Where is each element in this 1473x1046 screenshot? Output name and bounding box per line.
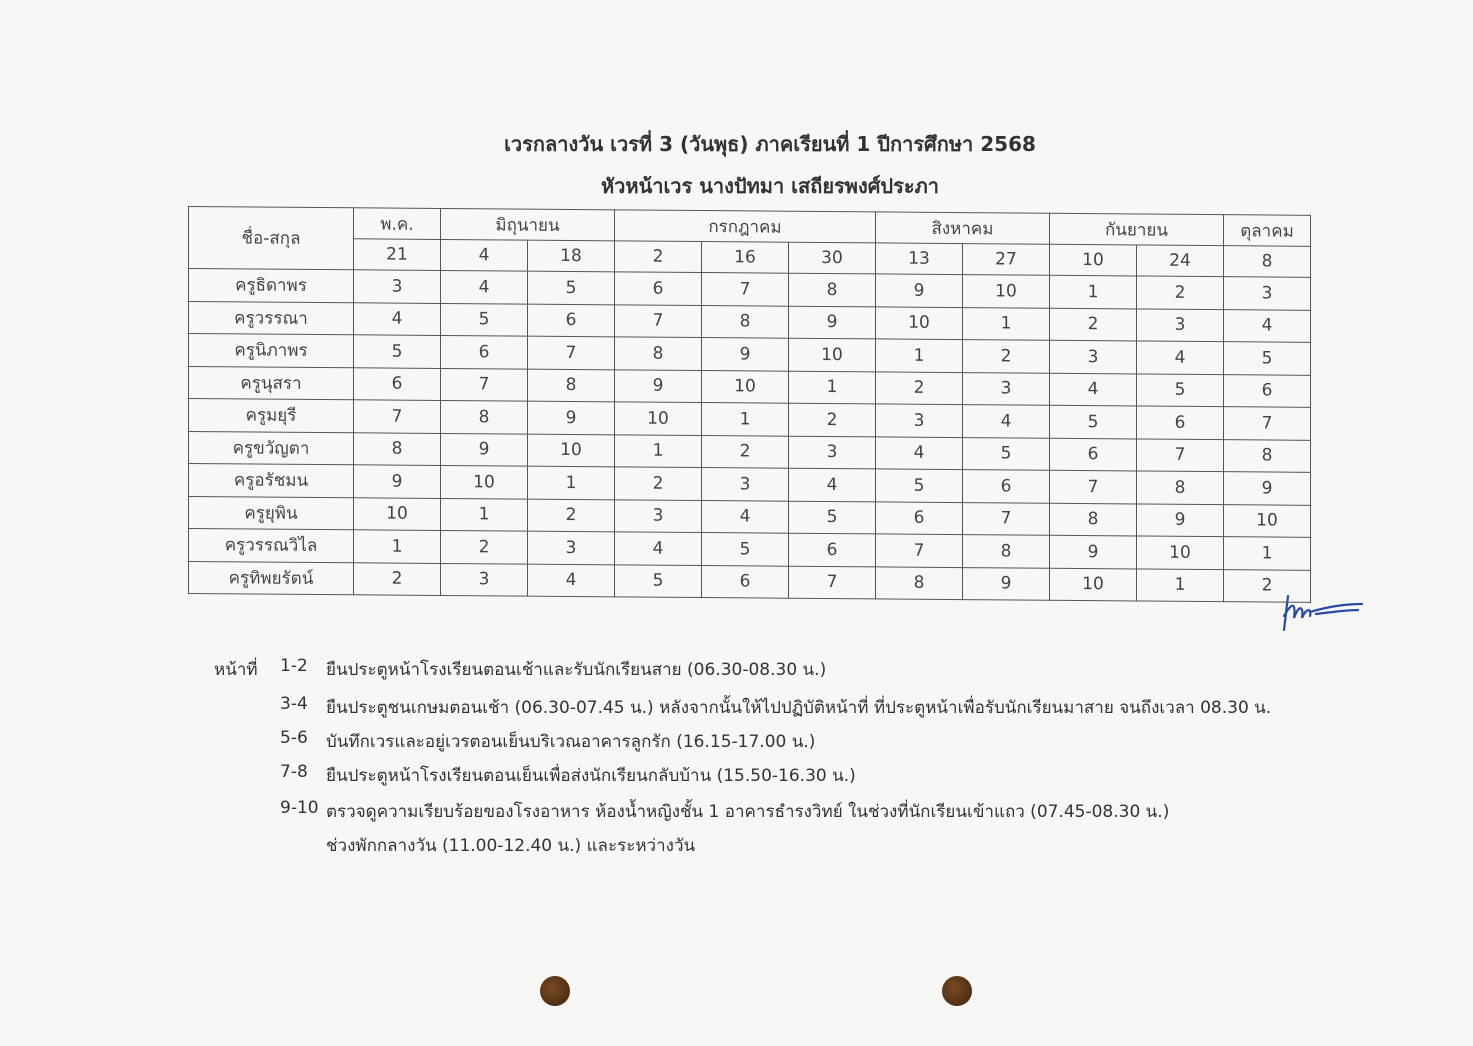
duty-number-cell: 8	[528, 369, 615, 402]
duty-number-cell: 5	[354, 335, 441, 368]
duty-number-cell: 1	[1050, 275, 1137, 308]
duty-number-cell: 9	[1050, 535, 1137, 568]
duty-number-cell: 8	[1050, 503, 1137, 536]
duty-number-cell: 7	[963, 502, 1050, 535]
duty-number-cell: 7	[528, 336, 615, 369]
duty-number-cell: 6	[1224, 374, 1311, 407]
duty-number-cell: 2	[789, 403, 876, 436]
date-header: 16	[702, 242, 789, 274]
duty-number-cell: 8	[1137, 471, 1224, 504]
duty-description: ยืนประตูชนเกษมตอนเช้า (06.30-07.45 น.) หลังจากนั้นให้ไปปฏิบัติหน้าที่ ที่ประตูหน้าเพื่อรับนักเรียนมาสาย จนถึงเวลา 08.30 น.	[326, 698, 1272, 718]
duty-number-cell: 3	[702, 468, 789, 501]
month-header: ตุลาคม	[1224, 215, 1311, 247]
duty-number-cell: 1	[441, 498, 528, 531]
duty-number-cell: 2	[1050, 308, 1137, 341]
duty-number-cell: 6	[876, 501, 963, 534]
month-header: กันยายน	[1050, 213, 1224, 245]
duty-number-cell: 3	[1224, 277, 1311, 310]
duty-number-cell: 5	[528, 271, 615, 304]
duty-number-cell: 4	[702, 500, 789, 533]
duty-number-cell: 6	[1137, 406, 1224, 439]
duty-number-cell: 2	[441, 530, 528, 563]
duty-number-cell: 10	[354, 497, 441, 530]
duty-description: ช่วงพักกลางวัน (11.00-12.40 น.) และระหว่างวัน	[326, 836, 696, 856]
name-column-header: ชื่อ-สกุล	[189, 207, 354, 270]
teacher-name: ครูมยุรี	[189, 399, 354, 433]
teacher-name: ครูธิดาพร	[189, 269, 354, 303]
duty-number-cell: 10	[1224, 504, 1311, 537]
month-header: พ.ค.	[354, 208, 441, 240]
duty-number-cell: 1	[876, 339, 963, 372]
duty-number-cell: 6	[1050, 438, 1137, 471]
duty-range: 7-8	[280, 762, 308, 782]
duty-number-cell: 7	[354, 400, 441, 433]
duty-number-cell: 3	[354, 270, 441, 303]
teacher-name: ครูขวัญตา	[189, 431, 354, 465]
date-header: 24	[1137, 245, 1224, 277]
duty-number-cell: 4	[1050, 373, 1137, 406]
duty-number-cell: 9	[1137, 503, 1224, 536]
duty-number-cell: 5	[876, 469, 963, 502]
duty-number-cell: 1	[789, 371, 876, 404]
duty-number-cell: 7	[876, 534, 963, 567]
duty-number-cell: 7	[702, 273, 789, 306]
duty-number-cell: 6	[354, 367, 441, 400]
duty-number-cell: 10	[876, 306, 963, 339]
duty-number-cell: 1	[1224, 537, 1311, 570]
month-header: มิถุนายน	[441, 208, 615, 240]
duty-number-cell: 1	[1137, 568, 1224, 601]
roster-body	[189, 269, 1311, 603]
duty-number-cell: 6	[441, 335, 528, 368]
date-header: 27	[963, 244, 1050, 276]
duty-number-cell: 10	[441, 465, 528, 498]
date-header: 4	[441, 239, 528, 271]
duty-range: 9-10	[280, 798, 319, 818]
duty-number-cell: 2	[1137, 276, 1224, 309]
duty-number-cell: 1	[354, 530, 441, 563]
duty-range: 3-4	[280, 694, 308, 714]
duty-number-cell: 3	[1050, 340, 1137, 373]
duty-number-cell: 4	[789, 468, 876, 501]
duty-number-cell: 3	[876, 404, 963, 437]
duty-number-cell: 9	[963, 567, 1050, 600]
duty-number-cell: 3	[615, 499, 702, 532]
duty-number-cell: 10	[1050, 568, 1137, 601]
duty-number-cell: 4	[354, 302, 441, 335]
duty-number-cell: 3	[441, 563, 528, 596]
duty-number-cell: 3	[789, 436, 876, 469]
date-header: 10	[1050, 244, 1137, 276]
punch-hole	[540, 976, 570, 1006]
duty-number-cell: 8	[963, 535, 1050, 568]
teacher-name: ครูยุพิน	[189, 496, 354, 530]
teacher-name: ครูนุสรา	[189, 366, 354, 400]
duty-number-cell: 9	[876, 274, 963, 307]
duty-number-cell: 8	[876, 566, 963, 599]
duty-number-cell: 7	[1224, 407, 1311, 440]
duty-number-cell: 9	[354, 465, 441, 498]
date-header: 2	[615, 241, 702, 273]
duty-number-cell: 2	[702, 435, 789, 468]
duty-number-cell: 10	[615, 402, 702, 435]
duty-number-cell: 10	[963, 275, 1050, 308]
duty-number-cell: 7	[789, 566, 876, 599]
duty-number-cell: 8	[615, 337, 702, 370]
duty-number-cell: 3	[963, 372, 1050, 405]
duty-number-cell: 9	[1224, 472, 1311, 505]
duty-number-cell: 9	[528, 401, 615, 434]
duty-number-cell: 1	[615, 434, 702, 467]
duty-number-cell: 9	[789, 306, 876, 339]
duty-number-cell: 4	[615, 532, 702, 565]
duty-number-cell: 7	[1137, 438, 1224, 471]
duty-number-cell: 3	[528, 531, 615, 564]
duty-description: ตรวจดูความเรียบร้อยของโรงอาหาร ห้องน้ำหญิงชั้น 1 อาคารธำรงวิทย์ ในช่วงที่นักเรียนเข้าแถว (07.45-08.30 น.)	[326, 802, 1170, 822]
duty-range: 1-2	[280, 656, 308, 676]
duty-number-cell: 4	[441, 270, 528, 303]
date-header: 8	[1224, 246, 1311, 278]
duty-number-cell: 6	[963, 470, 1050, 503]
duty-number-cell: 9	[702, 338, 789, 371]
duty-number-cell: 4	[1224, 309, 1311, 342]
duty-number-cell: 9	[441, 433, 528, 466]
date-header: 30	[789, 242, 876, 274]
duty-number-cell: 8	[702, 305, 789, 338]
teacher-name: ครูวรรณวิไล	[189, 529, 354, 563]
duty-number-cell: 5	[702, 533, 789, 566]
duty-number-cell: 10	[702, 370, 789, 403]
month-header: กรกฎาคม	[615, 210, 876, 243]
duty-number-cell: 8	[354, 432, 441, 465]
teacher-name: ครูนิภาพร	[189, 334, 354, 368]
duty-number-cell: 7	[1050, 470, 1137, 503]
duty-number-cell: 5	[1224, 342, 1311, 375]
duty-number-cell: 6	[615, 272, 702, 305]
signature	[1280, 588, 1370, 638]
duty-number-cell: 10	[789, 338, 876, 371]
duty-number-cell: 4	[876, 436, 963, 469]
duty-number-cell: 5	[615, 564, 702, 597]
duty-description: ยืนประตูหน้าโรงเรียนตอนเย็นเพื่อส่งนักเรียนกลับบ้าน (15.50-16.30 น.)	[326, 766, 856, 786]
duty-number-cell: 5	[1050, 405, 1137, 438]
teacher-name: ครูอรัชมน	[189, 464, 354, 498]
duty-range: 5-6	[280, 728, 308, 748]
duty-number-cell: 2	[528, 499, 615, 532]
duty-number-cell: 9	[615, 369, 702, 402]
duty-number-cell: 4	[1137, 341, 1224, 374]
duty-roster-table	[188, 206, 1311, 603]
duty-number-cell: 1	[963, 307, 1050, 340]
duty-number-cell: 2	[876, 371, 963, 404]
duty-label: หน้าที่	[214, 660, 258, 680]
duty-number-cell: 10	[1137, 536, 1224, 569]
duty-description: บันทึกเวรและอยู่เวรตอนเย็นบริเวณอาคารลูกรัก (16.15-17.00 น.)	[326, 732, 816, 752]
duty-number-cell: 8	[441, 400, 528, 433]
duty-number-cell: 3	[1137, 308, 1224, 341]
duty-head: หัวหน้าเวร นางปัทมา เสถียรพงศ์ประภา	[600, 174, 940, 198]
duty-number-cell: 5	[963, 437, 1050, 470]
duty-number-cell: 8	[789, 273, 876, 306]
duty-number-cell: 1	[702, 403, 789, 436]
duty-number-cell: 7	[441, 368, 528, 401]
duty-number-cell: 2	[615, 467, 702, 500]
duty-number-cell: 2	[1224, 569, 1311, 602]
duty-number-cell: 1	[528, 466, 615, 499]
duty-number-cell: 10	[528, 434, 615, 467]
duty-number-cell: 5	[1137, 373, 1224, 406]
month-header: สิงหาคม	[876, 212, 1050, 244]
duty-number-cell: 2	[963, 340, 1050, 373]
teacher-name: ครูวรรณา	[189, 301, 354, 335]
duty-number-cell: 5	[789, 501, 876, 534]
duty-number-cell: 6	[789, 533, 876, 566]
date-header: 13	[876, 243, 963, 275]
duty-number-cell: 8	[1224, 439, 1311, 472]
duty-description: ยืนประตูหน้าโรงเรียนตอนเช้าและรับนักเรียนสาย (06.30-08.30 น.)	[326, 660, 827, 680]
duty-number-cell: 2	[354, 562, 441, 595]
duty-number-cell: 6	[702, 565, 789, 598]
duty-number-cell: 4	[963, 405, 1050, 438]
teacher-name: ครูทิพยรัตน์	[189, 561, 354, 595]
document-title: เวรกลางวัน เวรที่ 3 (วันพุธ) ภาคเรียนที่ 1 ปีการศึกษา 2568	[504, 132, 1036, 156]
duty-number-cell: 6	[528, 304, 615, 337]
duty-number-cell: 4	[528, 564, 615, 597]
date-header: 21	[354, 239, 441, 271]
duty-number-cell: 7	[615, 304, 702, 337]
date-header: 18	[528, 240, 615, 272]
punch-hole	[942, 976, 972, 1006]
duty-number-cell: 5	[441, 303, 528, 336]
